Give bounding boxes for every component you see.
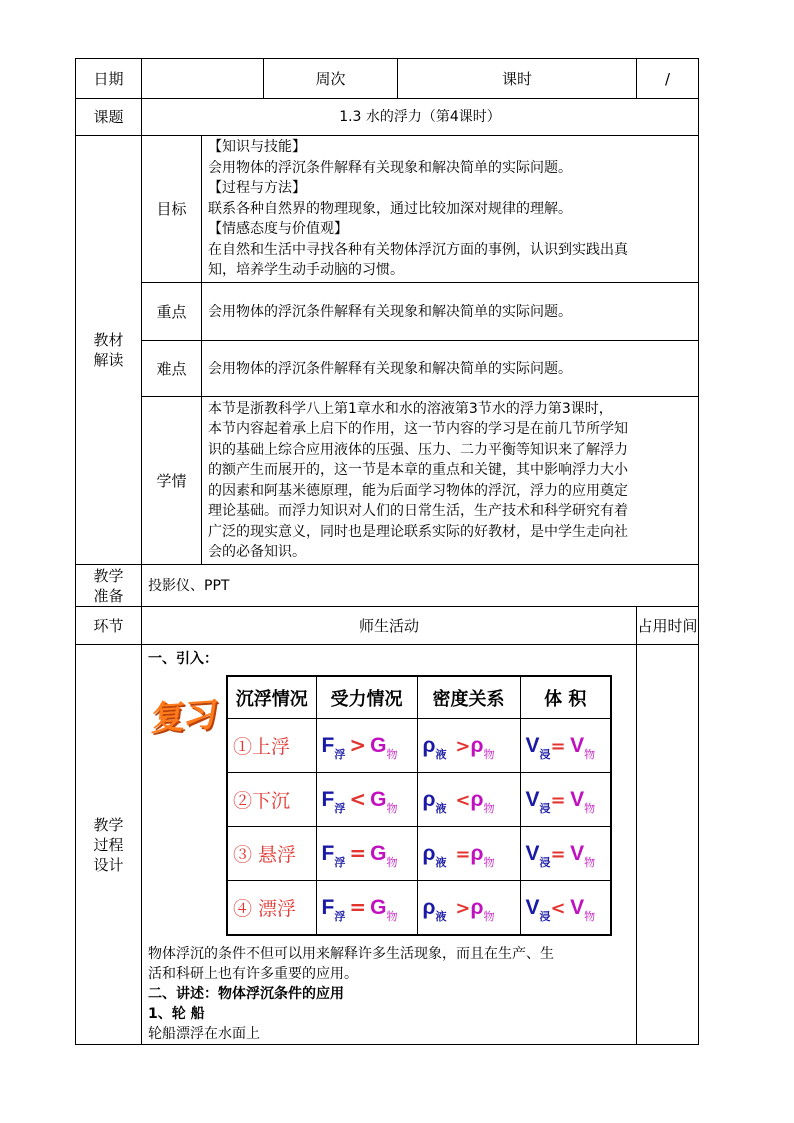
process-text: 物体浮沉的条件不但可以用来解释许多生活现象，而且在生产、生 (148, 946, 554, 962)
situation-line: 的因素和阿基米德原理，能为后面学习物体的浮沉，浮力的应用奠定 (208, 482, 628, 499)
density-cell (417, 773, 520, 827)
v-object-sub: 物 (584, 909, 596, 923)
v-symbol: V (525, 841, 540, 865)
goal-line: 【过程与方法】 (208, 180, 306, 197)
rho-liquid: ρ (422, 733, 436, 757)
g-sub: 物 (386, 802, 398, 815)
goal-line: 知，培养学生动手动脑的习惯。 (208, 262, 404, 279)
rho-object-sub: 物 (483, 801, 495, 815)
material-label (76, 136, 142, 565)
rho-liquid-sub: 液 (435, 801, 447, 815)
intro-heading: 一、引入： (148, 651, 218, 667)
rho-liquid-sub: 液 (435, 909, 447, 923)
prep-label (76, 565, 142, 607)
v-symbol: V (525, 733, 540, 757)
f-symbol: F (321, 788, 335, 811)
g-symbol: G (370, 788, 387, 811)
density-op: = (455, 843, 471, 865)
force-cell (316, 827, 417, 881)
rho-object: ρ (470, 895, 484, 919)
goal-line: 【知识与技能】 (208, 139, 306, 156)
material-label-text: 教材解读 (93, 331, 124, 369)
situation-line: 本节内容起着承上启下的作用，这一节内容的学习是在前几节所学知 (208, 421, 628, 437)
state-cell: ④ 漂浮 (233, 898, 297, 920)
density-op: > (455, 735, 471, 757)
item-heading: 1、轮 船 (148, 1006, 205, 1022)
state-cell: ②下沉 (233, 790, 291, 812)
table-row (227, 773, 611, 827)
situation-line: 本节是浙教科学八上第1章水和水的溶液第3节水的浮力第3课时， (208, 400, 613, 417)
review-section (148, 675, 632, 936)
v-sub: 浸 (539, 855, 551, 869)
rho-object-sub: 物 (483, 909, 495, 923)
process-label (76, 645, 142, 1045)
topic-value: 1.3 水的浮力（第4课时） (142, 99, 699, 136)
force-op: < (349, 787, 367, 811)
density-cell (417, 719, 520, 773)
f-symbol: F (321, 896, 335, 919)
rho-liquid: ρ (422, 895, 436, 919)
header-state: 沉浮情况 (227, 676, 316, 719)
force-cell (316, 881, 417, 936)
activity-header: 师生活动 (142, 607, 637, 645)
goal-content (202, 136, 699, 283)
volume-op: = (550, 735, 566, 757)
g-sub: 物 (386, 856, 398, 869)
v-object: V (570, 733, 585, 757)
period-label: 课时 (398, 59, 637, 99)
difficulty-value: 会用物体的浮沉条件解释有关现象和解决简单的实际问题。 (202, 341, 699, 397)
volume-op: = (550, 789, 566, 811)
volume-cell (520, 827, 611, 881)
difficulty-label: 难点 (142, 341, 202, 397)
time-cell (637, 645, 699, 1045)
density-op: < (455, 789, 471, 811)
density-cell (417, 827, 520, 881)
rho-object-sub: 物 (483, 747, 495, 761)
v-object: V (570, 895, 585, 919)
stage-header: 环节 (76, 607, 142, 645)
process-label-text: 教学过程设计 (93, 815, 124, 874)
goal-line: 在自然和生活中寻找各种有关物体浮沉方面的事例，认识到实践出真 (208, 241, 628, 258)
f-sub: 浮 (334, 802, 346, 815)
f-sub: 浮 (334, 910, 346, 923)
state-cell: ①上浮 (233, 736, 291, 758)
goal-line: 【情感态度与价值观】 (208, 221, 348, 238)
item-text: 轮船漂浮在水面上 (148, 1026, 260, 1042)
density-op: > (455, 897, 471, 919)
situation-line: 识的基础上综合应用液体的压强、压力、二力平衡等知识来了解浮力 (208, 441, 628, 458)
table-row (227, 719, 611, 773)
g-symbol: G (370, 896, 387, 919)
v-object-sub: 物 (584, 855, 596, 869)
v-object-sub: 物 (584, 747, 596, 761)
situation-content (202, 397, 699, 565)
key-label: 重点 (142, 283, 202, 341)
header-volume: 体 积 (520, 676, 611, 719)
v-object: V (570, 787, 585, 811)
review-logo (148, 675, 226, 755)
rho-liquid: ρ (422, 841, 436, 865)
topic-label: 课题 (76, 99, 142, 136)
f-symbol: F (321, 734, 335, 757)
g-sub: 物 (386, 910, 398, 923)
situation-line: 广泛的现实意义，同时也是理论联系实际的好教材，是中学生走向社 (208, 523, 628, 540)
force-cell (316, 719, 417, 773)
volume-cell (520, 719, 611, 773)
v-object: V (570, 841, 585, 865)
key-value: 会用物体的浮沉条件解释有关现象和解决简单的实际问题。 (202, 283, 699, 341)
lesson-plan-table (75, 58, 699, 1045)
float-sink-table (226, 675, 612, 936)
v-symbol: V (525, 895, 540, 919)
process-text: 活和科研上也有许多重要的应用。 (148, 966, 358, 982)
table-row (227, 881, 611, 936)
process-content (142, 645, 637, 1045)
v-symbol: V (525, 787, 540, 811)
time-header: 占用时间 (637, 607, 699, 645)
force-cell (316, 773, 417, 827)
header-density: 密度关系 (417, 676, 520, 719)
volume-op: < (550, 897, 566, 919)
v-object-sub: 物 (584, 801, 596, 815)
prep-label-text: 教学准备 (93, 566, 124, 605)
force-op: > (349, 733, 367, 757)
review-logo-text: 复习 (149, 694, 219, 740)
force-op: = (349, 841, 367, 865)
f-sub: 浮 (334, 748, 346, 761)
prep-value: 投影仪、PPT (142, 565, 699, 607)
state-cell: ③ 悬浮 (233, 844, 297, 866)
goal-line: 联系各种自然界的物理现象，通过比较加深对规律的理解。 (208, 200, 572, 217)
force-op: = (349, 895, 367, 919)
period-value: / (637, 59, 699, 99)
volume-op: = (550, 843, 566, 865)
rho-liquid: ρ (422, 787, 436, 811)
v-sub: 浸 (539, 909, 551, 923)
situation-line: 的额产生而展开的，这一节是本章的重点和关键，其中影响浮力大小 (208, 462, 628, 478)
date-value (142, 59, 264, 99)
volume-cell (520, 773, 611, 827)
section-heading: 二、讲述：物体浮沉条件的应用 (148, 986, 344, 1002)
f-sub: 浮 (334, 856, 346, 869)
f-symbol: F (321, 842, 335, 865)
rho-object: ρ (470, 787, 484, 811)
g-symbol: G (370, 734, 387, 757)
goal-label: 目标 (142, 136, 202, 283)
g-symbol: G (370, 842, 387, 865)
header-force: 受力情况 (316, 676, 417, 719)
rho-object: ρ (470, 733, 484, 757)
rho-object: ρ (470, 841, 484, 865)
date-label: 日期 (76, 59, 142, 99)
situation-line: 理论基础。而浮力知识对人们的日常生活，生产技术和科学研究有着 (208, 503, 628, 519)
density-cell (417, 881, 520, 936)
g-sub: 物 (386, 748, 398, 761)
week-label: 周次 (264, 59, 398, 99)
table-row (227, 827, 611, 881)
goal-line: 会用物体的浮沉条件解释有关现象和解决简单的实际问题。 (208, 159, 572, 176)
v-sub: 浸 (539, 801, 551, 815)
situation-line: 会的必备知识。 (208, 544, 306, 560)
rho-liquid-sub: 液 (435, 747, 447, 761)
situation-label: 学情 (142, 397, 202, 565)
v-sub: 浸 (539, 747, 551, 761)
volume-cell (520, 881, 611, 936)
rho-liquid-sub: 液 (435, 855, 447, 869)
rho-object-sub: 物 (483, 855, 495, 869)
